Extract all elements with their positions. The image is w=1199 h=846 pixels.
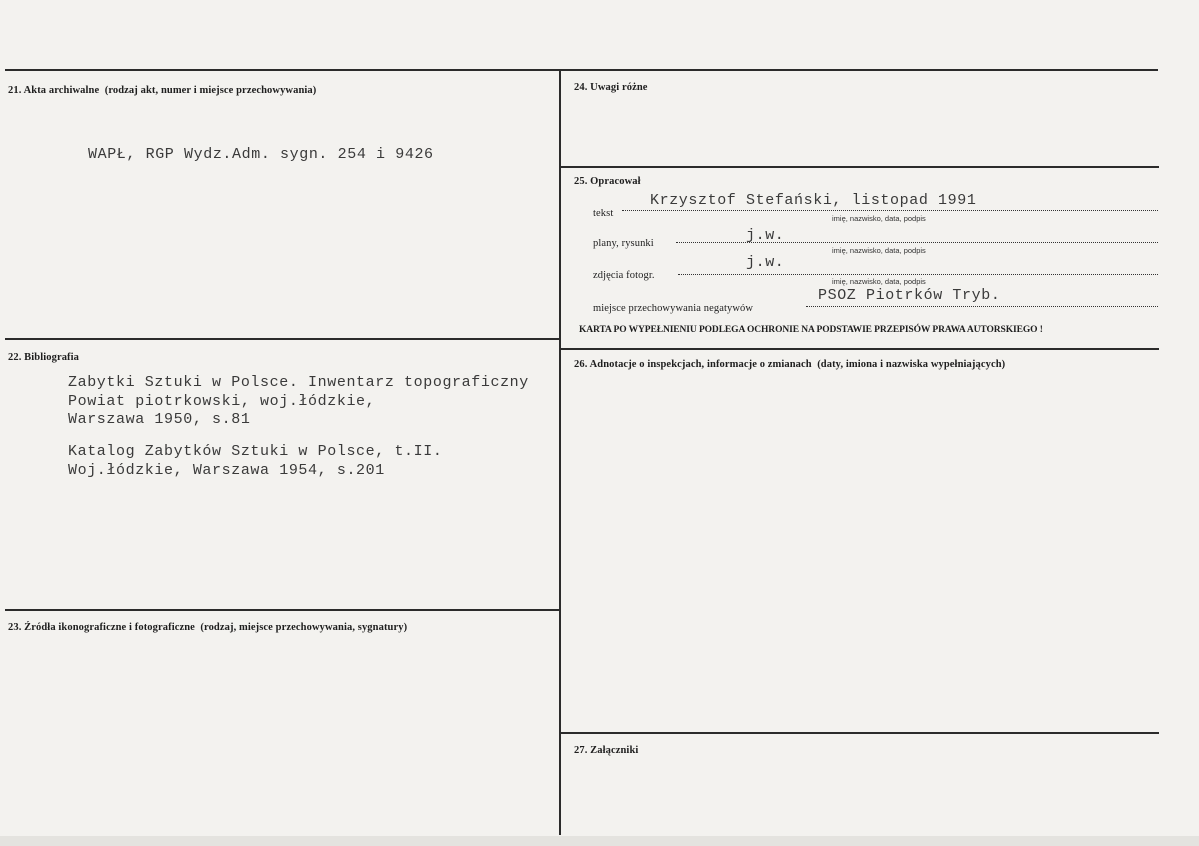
section-26-sublabel: (daty, imiona i nazwiska wypełniających) [817, 359, 1006, 370]
section-24-label: 24. Uwagi różne [574, 82, 648, 93]
text-author-value: Krzysztof Stefański, listopad 1991 [650, 192, 977, 209]
divider-22-23 [5, 609, 561, 611]
text-author-label: tekst [593, 208, 614, 219]
divider-26-27 [561, 732, 1159, 734]
text-author-hint: imię, nazwisko, data, podpis [832, 214, 926, 223]
section-23-label: 23. Źródła ikonograficzne i fotograficzne (rodzaj, miejsce przechowywania, sygnatury) [8, 622, 408, 633]
text-author-dotline [622, 210, 1158, 211]
photos-author-value: j.w. [746, 254, 785, 271]
photos-author-hint: imię, nazwisko, data, podpis [832, 277, 926, 286]
archive-records-entry: WAPŁ, RGP Wydz.Adm. sygn. 254 i 9426 [88, 146, 434, 163]
divider-24-25 [561, 166, 1159, 168]
plans-author-label: plany, rysunki [593, 238, 654, 249]
top-rule [5, 69, 1158, 71]
section-22-label: 22. Bibliografia [8, 352, 80, 363]
divider-21-22 [5, 338, 561, 340]
section-27-label: 27. Załączniki [574, 745, 639, 756]
photos-author-label: zdjęcia fotogr. [593, 270, 655, 281]
copyright-notice: KARTA PO WYPEŁNIENIU PODLEGA OCHRONIE NA PODSTAWIE PRZEPISÓW PRAWA AUTORSKIEGO ! [579, 325, 1043, 335]
section-26-label: 26. Adnotacje o inspekcjach, informacje o zmianach (daty, imiona i nazwiska wypełniających) [574, 359, 1006, 370]
negatives-storage-value: PSOZ Piotrków Tryb. [818, 287, 1001, 304]
plans-author-value: j.w. [746, 227, 785, 244]
bibliography-line-1: Zabytki Sztuki w Polsce. Inwentarz topograficzny [68, 374, 529, 391]
section-21-label: 21. Akta archiwalne (rodzaj akt, numer i miejsce przechowywania) [8, 85, 317, 96]
section-23-sublabel: (rodzaj, miejsce przechowywania, sygnatury) [200, 622, 408, 633]
negatives-storage-label: miejsce przechowywania negatywów [593, 303, 754, 314]
section-25-label: 25. Opracował [574, 176, 641, 187]
bibliography-line-2: Powiat piotrkowski, woj.łódzkie, [68, 393, 376, 410]
divider-25-26 [561, 348, 1159, 350]
bibliography-line-3: Warszawa 1950, s.81 [68, 411, 251, 428]
bibliography-line-5: Woj.łódzkie, Warszawa 1954, s.201 [68, 462, 385, 479]
negatives-storage-dotline [806, 306, 1158, 307]
photos-author-dotline [678, 274, 1158, 275]
bibliography-line-4: Katalog Zabytków Sztuki w Polsce, t.II. [68, 443, 443, 460]
section-21-sublabel: (rodzaj akt, numer i miejsce przechowywania) [104, 85, 317, 96]
center-divider [559, 69, 561, 835]
card-bottom-edge [0, 836, 1199, 846]
plans-author-hint: imię, nazwisko, data, podpis [832, 246, 926, 255]
